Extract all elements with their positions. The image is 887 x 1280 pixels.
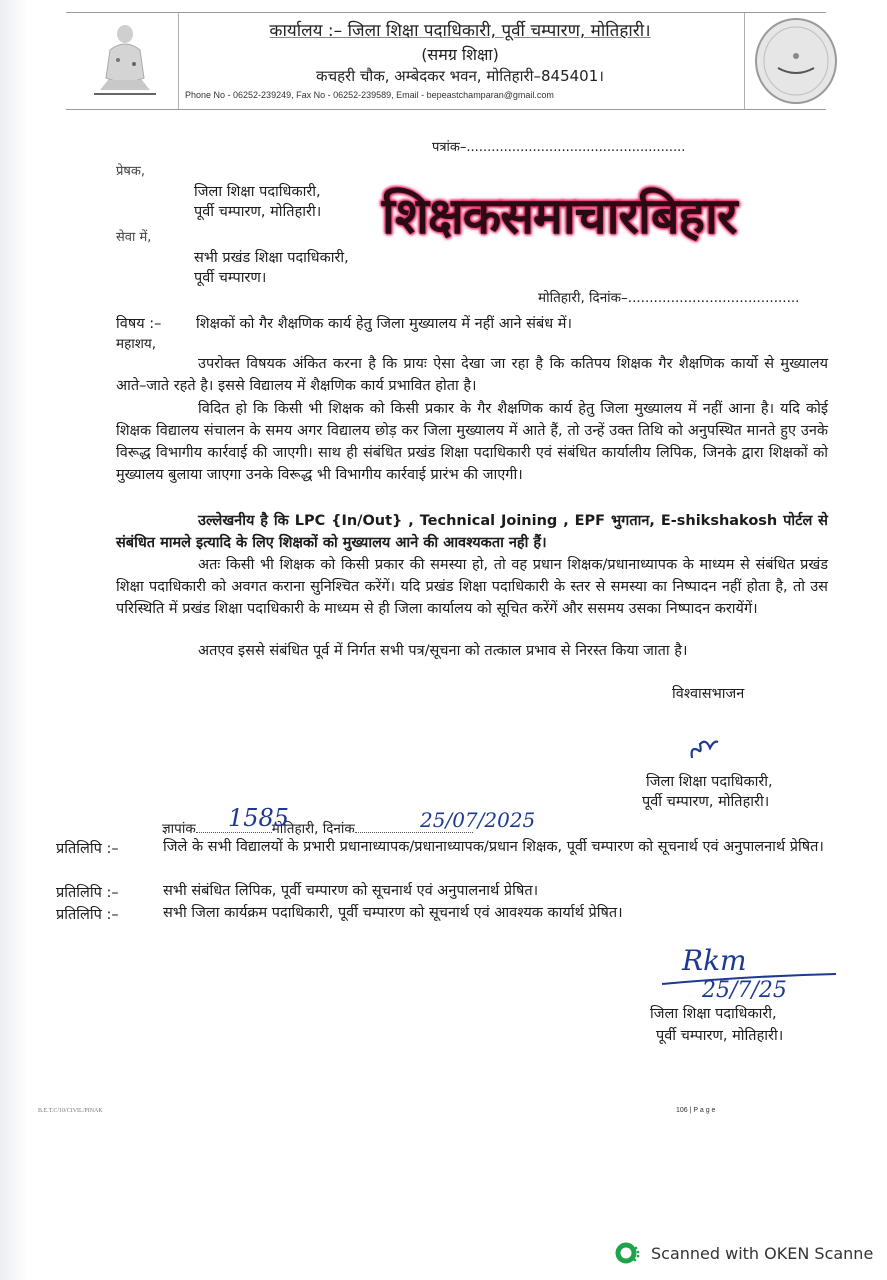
memo-date: 25/07/2025	[420, 808, 536, 832]
letter-number: पत्रांक–.....................................................	[432, 140, 686, 155]
letterhead-divider	[178, 13, 179, 109]
memo-place: मोतिहारी, दिनांक	[271, 821, 355, 837]
body-paragraph	[116, 640, 828, 662]
signatory-title: जिला शिक्षा पदाधिकारी,	[646, 774, 773, 790]
memo-number: 1585	[228, 804, 290, 832]
office-seal-icon	[752, 16, 840, 106]
signatory-title: जिला शिक्षा पदाधिकारी,	[650, 1006, 777, 1022]
paragraph-text: विदित हो कि किसी भी शिक्षक को किसी प्रकार के गैर शैक्षणिक कार्य हेतु जिला मुख्यालय में नहीं आना है। यदि कोई शिक्षक विद्यालय संचालन के समय अगर विद्यालय छोड़ कर जिला मुख्यालय में आते हैं, तो उन्हें उक्त तिथि को अनुपस्थित मानते हुए उनके विरूद्ध विभागीय कार्रवाई की जाएगी। साथ ही संबंधित प्रखंड शिक्षा पदाधिकारी एवं संबंधित कार्यालीय लिपिक, जिनके द्वारा शिक्षकों को मुख्यालय बुलाया जाएगा उनके विरूद्ध भी विभागीय कार्रवाई प्रारंभ की जाएगी।	[116, 401, 828, 483]
scan-edge-shadow	[0, 0, 28, 1280]
scanner-badge-text: Scanned with OKEN Scanne	[651, 1243, 874, 1263]
signature-mark	[688, 736, 722, 762]
copy-label: प्रतिलिपि :–	[56, 885, 119, 901]
signatory-office: पूर्वी चम्पारण, मोतिहारी।	[656, 1028, 784, 1044]
scanner-badge	[615, 1240, 873, 1266]
paragraph-text: उपरोक्त विषयक अंकित करना है कि प्रायः ऐसा देखा जा रहा है कि कतिपय शिक्षक गैर शैक्षणिक कार्यो से मुख्यालय आते–जाते रहते है। इससे विद्यालय में शैक्षणिक कार्य प्रभावित होता है।	[116, 356, 828, 394]
paragraph-text: अतएव इससे संबंधित पूर्व में निर्गत सभी पत्र/सूचना को तत्काल प्रभाव से निरस्त किया जाता है।	[198, 643, 688, 659]
recipient-line2: पूर्वी चम्पारण।	[194, 270, 267, 286]
copy-text: जिले के सभी विद्यालयों के प्रभारी प्रधानाध्यापक/प्रधानाध्यापक/प्रधान शिक्षक, पूर्वी चम्पारण को सूचनार्थ एवं अनुपालनार्थ प्रेषित।	[163, 839, 824, 855]
salutation: महाशय,	[116, 336, 157, 352]
body-paragraph	[116, 554, 828, 620]
body-paragraph	[116, 398, 828, 486]
recipient-line1: सभी प्रखंड शिक्षा पदाधिकारी,	[194, 250, 349, 266]
office-title: कार्यालय :– जिला शिक्षा पदाधिकारी, पूर्वी चम्पारण, मोतिहारी।	[269, 21, 651, 41]
page-number: 106 | P a g e	[676, 1107, 716, 1114]
subject-label: विषय :–	[116, 316, 162, 332]
office-address: कचहरी चौक, अम्बेदकर भवन, मोतिहारी–845401।	[316, 67, 604, 85]
letterhead-divider	[744, 13, 745, 109]
paragraph-text: अतः किसी भी शिक्षक को किसी प्रकार की समस्या हो, तो वह प्रधान शिक्षक/प्रधानाध्यापक के माध्यम से संबंधित प्रखंड शिक्षा पदाधिकारी को अवगत कराना सुनिश्चित करेंगें। यदि प्रखंड शिक्षा पदाधिकारी के स्तर से समस्या का निष्पादन नहीं होता है, तो उस परिस्थिति में प्रखंड शिक्षा पदाधिकारी के माध्यम से ही जिला कार्यालय को सूचित करेंगें और ससमय उसका निष्पादन करायेंगें।	[116, 557, 828, 617]
copy-text: सभी संबंधित लिपिक, पूर्वी चम्पारण को सूचनार्थ एवं अनुपालनार्थ प्रेषित।	[163, 883, 539, 899]
sender-line1: जिला शिक्षा पदाधिकारी,	[194, 184, 321, 200]
sender-label: प्रेषक,	[116, 164, 146, 179]
recipient-label: सेवा में,	[116, 230, 152, 245]
oken-scanner-logo-icon	[615, 1240, 641, 1266]
memo-label-text: ज्ञापांक	[162, 821, 196, 837]
body-paragraph	[116, 353, 828, 397]
watermark-text: शिक्षकसमाचारबिहार	[382, 187, 737, 245]
signature-initials: Rkm	[682, 944, 747, 977]
date-line: मोतिहारी, दिनांक–........................................	[538, 290, 800, 306]
body-paragraph	[116, 510, 828, 554]
closing: विश्वासभाजन	[672, 686, 745, 702]
footer-reference: B.E.T.C/10/CIVIL/PINAK	[38, 1108, 103, 1114]
signature-date: 25/7/25	[702, 978, 787, 1003]
bihar-emblem-icon	[90, 20, 160, 100]
subject-text: शिक्षकों को गैर शैक्षणिक कार्य हेतु जिला मुख्यालय में नहीं आने संबंध में।	[196, 316, 572, 332]
program-name: (समग्र शिक्षा)	[421, 45, 499, 64]
copy-label: प्रतिलिपि :–	[56, 907, 119, 923]
sender-line2: पूर्वी चम्पारण, मोतिहारी।	[194, 204, 322, 220]
office-contact: Phone No - 06252-239249, Fax No - 06252-239589, Email - bepeastchamparan@gmail.com	[185, 90, 554, 100]
signatory-office: पूर्वी चम्पारण, मोतिहारी।	[642, 794, 770, 810]
copy-label: प्रतिलिपि :–	[56, 841, 119, 857]
copy-text: सभी जिला कार्यक्रम पदाधिकारी, पूर्वी चम्पारण को सूचनार्थ एवं आवश्यक कार्यार्थ प्रेषित।	[163, 905, 623, 921]
paragraph-text: उल्लेखनीय है कि LPC {In/Out} , Technical Joining , EPF भुगतान, E-shikshakosh पोर्टल से संबंधित मामले इत्यादि के लिए शिक्षकों को मुख्यालय आने की आवश्यकता नही हैं।	[116, 513, 828, 551]
